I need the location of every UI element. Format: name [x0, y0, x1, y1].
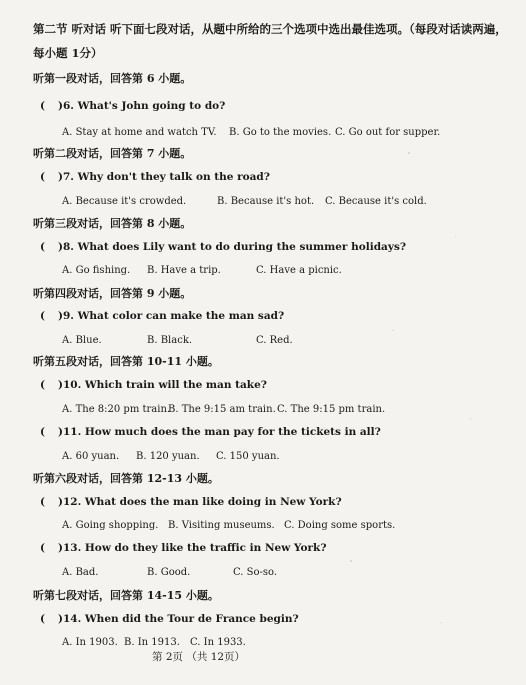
option-b: B. Go to the movies. [229, 127, 332, 138]
option-a: A. In 1903. [62, 637, 118, 648]
answer-blank: ( [40, 379, 45, 391]
option-c: C. In 1933. [190, 637, 246, 648]
option-c: C. 150 yuan. [216, 451, 280, 462]
option-a: A. Go fishing. [62, 265, 131, 276]
scan-speck [350, 560, 352, 562]
question-11 [40, 426, 381, 439]
option-a: A. 60 yuan. [62, 451, 120, 462]
question-stem: )11. How much does the man pay for the tickets in all? [58, 426, 381, 438]
section-title-line-1: 第二节 听对话 听下面七段对话，从题中所给的三个选项中选出最佳选项。（每段对话读两遍， [33, 22, 507, 36]
option-a: A. The 8:20 pm train. [62, 404, 171, 415]
answer-blank: ( [40, 542, 45, 554]
scan-speck [392, 330, 394, 331]
question-6 [40, 100, 225, 113]
question-14 [40, 613, 299, 626]
question-stem: )13. How do they like the traffic in New York? [58, 542, 327, 554]
option-c: C. So-so. [233, 567, 278, 578]
option-a: A. Because it's crowded. [62, 196, 187, 207]
scan-speck [470, 418, 471, 420]
page-number: 第 2页 （共 12页） [152, 651, 246, 663]
dialogue-6-header: 听第六段对话，回答第 12-13 小题。 [33, 472, 219, 485]
option-b: B. Have a trip. [147, 265, 221, 276]
option-a: A. Going shopping. [62, 520, 159, 531]
option-c: C. Go out for supper. [335, 127, 441, 138]
question-stem: )14. When did the Tour de France begin? [58, 613, 299, 625]
option-b: B. In 1913. [124, 637, 180, 648]
answer-blank: ( [40, 426, 45, 438]
dialogue-7-header: 听第七段对话，回答第 14-15 小题。 [33, 589, 219, 602]
question-8 [40, 241, 406, 254]
answer-blank: ( [40, 241, 45, 253]
answer-blank: ( [40, 100, 45, 112]
option-b: B. 120 yuan. [136, 451, 200, 462]
option-b: B. The 9:15 am train. [168, 404, 276, 415]
question-stem: )8. What does Lily want to do during the summer holidays? [58, 241, 407, 253]
question-stem: )12. What does the man like doing in New York? [58, 496, 342, 508]
option-b: B. Good. [147, 567, 191, 578]
dialogue-2-header: 听第二段对话，回答第 7 小题。 [33, 147, 192, 160]
answer-blank: ( [40, 171, 45, 183]
question-10 [40, 379, 267, 392]
option-b: B. Because it's hot. [217, 196, 315, 207]
option-a: A. Blue. [62, 335, 102, 346]
option-c: C. Doing some sports. [284, 520, 396, 531]
answer-blank: ( [40, 613, 45, 625]
option-b: B. Black. [147, 335, 193, 346]
option-a: A. Stay at home and watch TV. [62, 127, 217, 138]
question-7 [40, 171, 270, 184]
option-b: B. Visiting museums. [168, 520, 275, 531]
dialogue-5-header: 听第五段对话，回答第 10-11 小题。 [33, 355, 219, 368]
dialogue-3-header: 听第三段对话，回答第 8 小题。 [33, 217, 192, 230]
question-stem: )9. What color can make the man sad? [58, 310, 285, 322]
option-c: C. The 9:15 pm train. [277, 404, 386, 415]
option-c: C. Because it's cold. [325, 196, 427, 207]
option-c: C. Red. [256, 335, 293, 346]
question-9 [40, 310, 284, 323]
question-13 [40, 542, 326, 555]
scan-speck [440, 622, 441, 623]
question-stem: )6. What's John going to do? [58, 100, 226, 112]
option-a: A. Bad. [62, 567, 99, 578]
scan-speck [408, 152, 410, 154]
answer-blank: ( [40, 496, 45, 508]
question-12 [40, 496, 342, 509]
question-stem: )7. Why don't they talk on the road? [58, 171, 270, 183]
dialogue-1-header: 听第一段对话，回答第 6 小题。 [33, 72, 192, 85]
answer-blank: ( [40, 310, 45, 322]
scan-speck [455, 236, 456, 237]
dialogue-4-header: 听第四段对话，回答第 9 小题。 [33, 287, 192, 300]
section-title-line-2: 每小题 1分） [33, 46, 103, 60]
option-c: C. Have a picnic. [256, 265, 342, 276]
question-stem: )10. Which train will the man take? [58, 379, 267, 391]
